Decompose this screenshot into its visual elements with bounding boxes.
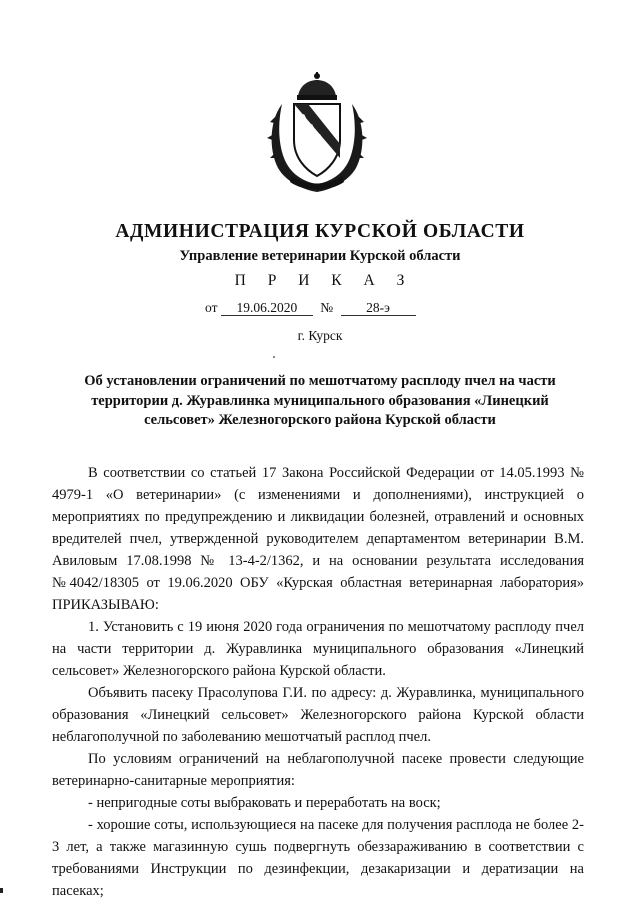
department-name: Управление ветеринарии Курской области <box>179 248 461 264</box>
paragraph-measures-intro: По условиям ограничений на неблагополучной пасеке провести следующие ветеринарно-санитарные мероприятия: <box>52 751 584 789</box>
order-body <box>52 462 584 902</box>
scan-edge-mark <box>0 888 3 893</box>
order-date: 19.06.2020 <box>221 301 313 316</box>
document-type: П Р И К А З <box>234 272 414 289</box>
city: г. Курск <box>297 328 343 343</box>
coat-of-arms-emblem <box>264 70 370 196</box>
number-label: № <box>320 300 334 315</box>
paragraph-preamble: В соответствии со статьей 17 Закона Российской Федерации от 14.05.1993 № 4979-1 «О ветеринарии» (с изменениями и дополнениями), инструкцией о мероприятиях по предупреждению и ликвидации болезней, отравлений и основных вредителей пчел, утвержденной руководителем департаментом ветеринарии В.М. Авиловым 17.08.1998 № 13-4-2/1362, и на основании результата исследования №4042/18305 от 19.06.2020 ОБУ «Курская областная ветеринарная лаборатория» ПРИКАЗЫВАЮ: <box>52 465 584 613</box>
date-number-line <box>205 300 416 316</box>
date-prefix: от <box>205 300 218 315</box>
paragraph-measure-2: - хорошие соты, использующиеся на пасеке для получения расплода не более 2-3 лет, а также магазинную сушь подвергнуть обеззараживанию в соответствии с требованиями Инструкции по дезинфекции, дезакаризации и дератизации на пасеках; <box>52 817 584 899</box>
order-number: 28-э <box>341 301 416 316</box>
paragraph-declaration: Объявить пасеку Прасолупова Г.И. по адресу: д. Журавлинка, муниципального образования «Линецкий сельсовет» Железногорского района Курской области неблагополучной по заболеванию мешотчатый расплод пчел. <box>52 685 584 745</box>
paragraph-item-1: 1. Установить с 19 июня 2020 года ограничения по мешотчатому расплоду пчел на части территории д. Журавлинка муниципального образования «Линецкий сельсовет» Железногорского района Курской области. <box>52 619 584 679</box>
speck <box>273 356 275 358</box>
organization-name: АДМИНИСТРАЦИЯ КУРСКОЙ ОБЛАСТИ <box>115 221 525 242</box>
paragraph-measure-1: - непригодные соты выбраковать и переработать на воск; <box>88 795 441 811</box>
order-title: Об установлении ограничений по мешотчатому расплоду пчел на части территории д. Журавлинка муниципального образования «Линецкий сельсовет» Железногорского района Курской области <box>84 373 556 428</box>
